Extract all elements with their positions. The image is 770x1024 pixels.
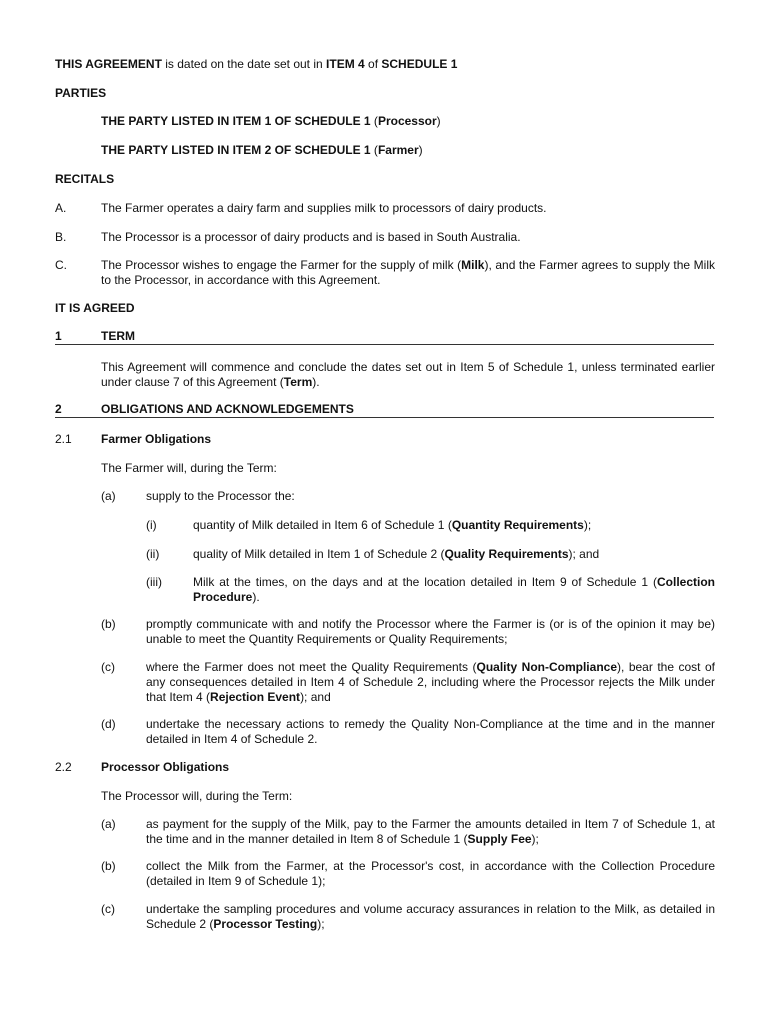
clause-1-text: This Agreement will commence and conclude the dates set out in Item 5 of Schedule 1, unless terminated earlier under clause 7 of this Agreement (Term). xyxy=(101,360,715,389)
it-is-agreed-heading: IT IS AGREED xyxy=(55,301,135,315)
intro-bold-2: ITEM 4 xyxy=(326,57,365,71)
clause-2-2-a-text: as payment for the supply of the Milk, pay to the Farmer the amounts detailed in Item 7 of Schedule 1, at the time and in the manner detailed in Item 8 of Schedule 1 (Supply Fee); xyxy=(146,817,715,846)
clause-2-1-d-text: undertake the necessary actions to remedy the Quality Non-Compliance at the time and in the manner detailed in Item 4 of Schedule 2. xyxy=(146,717,715,746)
clause-2-1-a-i-label: (i) xyxy=(146,518,157,532)
clause-2-1-a-text: supply to the Processor the: xyxy=(146,489,295,503)
intro-bold-3: SCHEDULE 1 xyxy=(381,57,458,71)
recital-a-text: The Farmer operates a dairy farm and supplies milk to processors of dairy products. xyxy=(101,201,547,215)
clause-2-2-b-label: (b) xyxy=(101,859,116,873)
clause-2-1-a-i-text: quantity of Milk detailed in Item 6 of Schedule 1 (Quantity Requirements); xyxy=(193,518,592,532)
clause-2-2-a-label: (a) xyxy=(101,817,116,831)
clause-2-1-c-label: (c) xyxy=(101,660,115,674)
clause-2-2-c-label: (c) xyxy=(101,902,115,916)
intro-text-2: of xyxy=(364,57,382,71)
clause-1-title: TERM xyxy=(101,329,135,343)
clause-2-1-d-label: (d) xyxy=(101,717,116,731)
recital-c-text: The Processor wishes to engage the Farmer for the supply of milk (Milk), and the Farmer agrees to supply the Milk to the Processor, in accordance with this Agreement. xyxy=(101,258,715,287)
recital-b-label: B. xyxy=(55,230,67,244)
clause-2-1-a-ii-text: quality of Milk detailed in Item 1 of Schedule 2 (Quality Requirements); and xyxy=(193,547,600,561)
clause-2-1-lead: The Farmer will, during the Term: xyxy=(101,461,277,475)
clause-2-1-b-label: (b) xyxy=(101,617,116,631)
clause-2-2-number: 2.2 xyxy=(55,760,72,774)
clause-2-1-a-ii-label: (ii) xyxy=(146,547,160,561)
clause-2-1-c-text: where the Farmer does not meet the Quality Requirements (Quality Non-Compliance), bear the cost of any consequences detailed in Item 4 of Schedule 2, including where the Processor rejects the Milk under that Item 4 (Rejection Event); and xyxy=(146,660,715,704)
recitals-heading: RECITALS xyxy=(55,172,115,186)
clause-2-1-a-iii-text: Milk at the times, on the days and at the location detailed in Item 9 of Schedule 1 (Collection Procedure). xyxy=(193,575,715,604)
clause-2-2-b-text: collect the Milk from the Farmer, at the Processor's cost, in accordance with the Collection Procedure (detailed in Item 9 of Schedule 1); xyxy=(146,859,715,888)
recital-a-label: A. xyxy=(55,201,67,215)
clause-2-1-a-label: (a) xyxy=(101,489,116,503)
clause-2-1-title: Farmer Obligations xyxy=(101,432,212,446)
clause-2-1-number: 2.1 xyxy=(55,432,72,446)
agreement-intro xyxy=(55,57,715,72)
clause-2-title: OBLIGATIONS AND ACKNOWLEDGEMENTS xyxy=(101,402,354,416)
clause-2-1-b-text: promptly communicate with and notify the Processor where the Farmer is (or is of the opinion it may be) unable to meet the Quantity Requirements or Quality Requirements; xyxy=(146,617,715,646)
party-farmer: THE PARTY LISTED IN ITEM 2 OF SCHEDULE 1 (Farmer) xyxy=(101,143,423,157)
clause-2-2-lead: The Processor will, during the Term: xyxy=(101,789,293,803)
intro-text-1: is dated on the date set out in xyxy=(161,57,327,71)
clause-1-number: 1 xyxy=(55,329,62,343)
clause-2-2-title: Processor Obligations xyxy=(101,760,230,774)
clause-2-2-c-text: undertake the sampling procedures and volume accuracy assurances in relation to the Milk, as detailed in Schedule 2 (Processor Testing); xyxy=(146,902,715,931)
parties-heading: PARTIES xyxy=(55,86,107,100)
clause-2-1-a-iii-label: (iii) xyxy=(146,575,162,589)
recital-b-text: The Processor is a processor of dairy products and is based in South Australia. xyxy=(101,230,521,244)
recital-c-label: C. xyxy=(55,258,67,272)
clause-2-rule xyxy=(55,417,714,418)
party-processor: THE PARTY LISTED IN ITEM 1 OF SCHEDULE 1 (Processor) xyxy=(101,114,441,128)
clause-2-number: 2 xyxy=(55,402,62,416)
intro-bold-1: THIS AGREEMENT xyxy=(55,57,162,71)
clause-1-rule xyxy=(55,344,714,345)
